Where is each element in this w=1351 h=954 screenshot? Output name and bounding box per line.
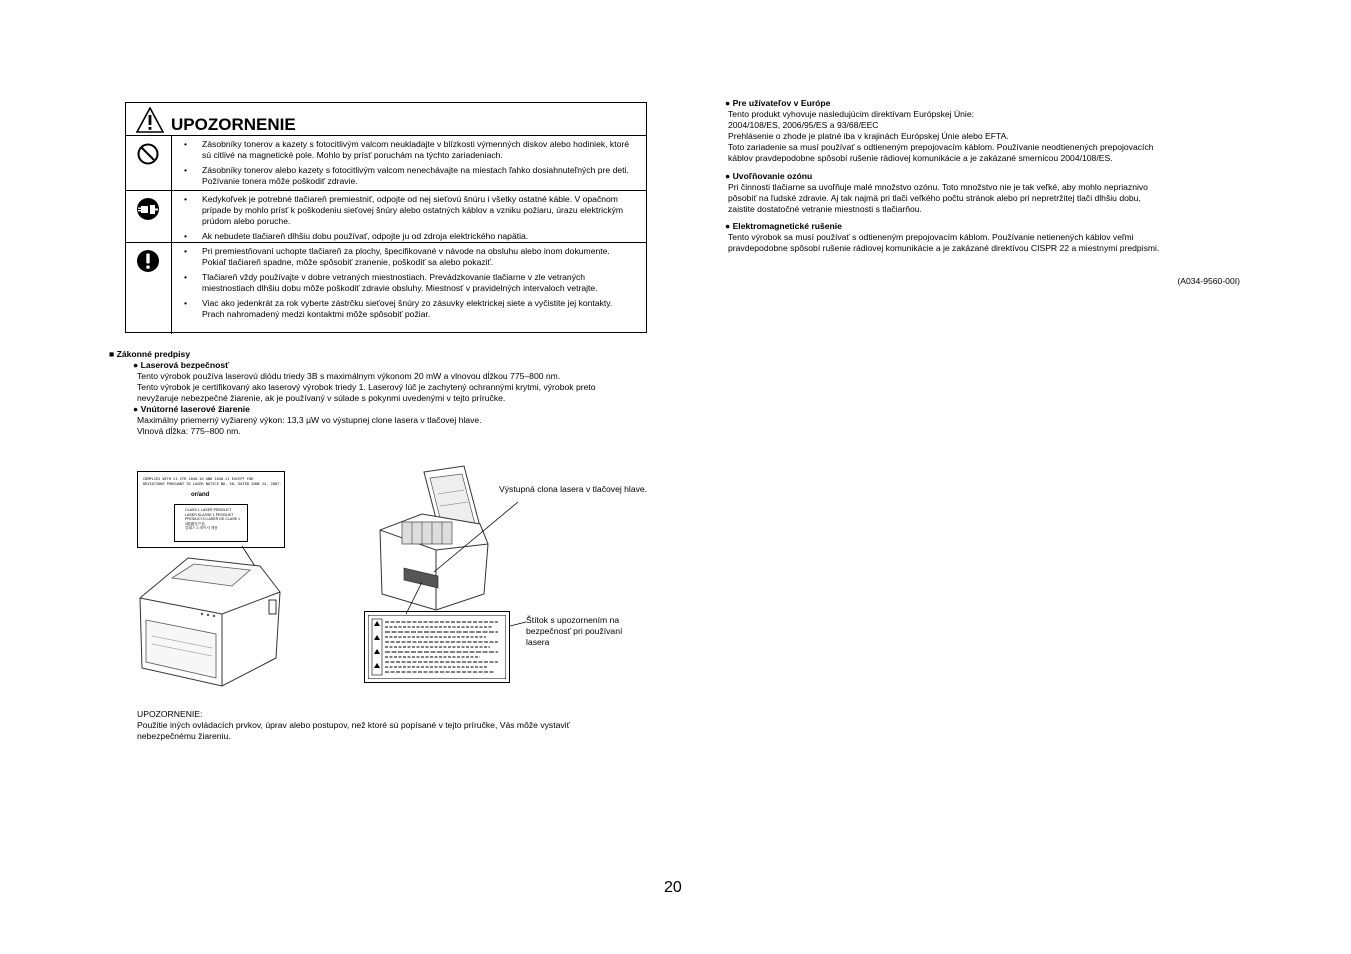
ozone-heading: ● Uvoľňovanie ozónu [725, 171, 813, 181]
emi-heading: ● Elektromagnetické rušenie [725, 221, 842, 231]
page-number: 20 [664, 879, 682, 896]
ozone-text: Pri činnosti tlačiarne sa uvoľňuje malé množstvo ozónu. Toto množstvo nie je tak veľké, aby mohlo nepriaznivo pôsobiť na ľudské zdravie. Aj tak najmä pri tlači veľkého počtu stránok alebo pri nepretržitej tlači dlhšiu dobu, zaistite dostatočné vetranie miestnosti s tlačiarňou. [728, 182, 1148, 214]
warning-text: Použitie iných ovládacích prvkov, úprav alebo postupov, než ktoré sú popísané v tejto príručke, Vás môže vystaviť nebezpečnému žiareniu. [137, 720, 570, 741]
class1-line: 1级激光产品 [185, 521, 205, 526]
compliance-text-2: DEVIATIONS PURSUANT TO LASER NOTICE NO. 50, DATED JUNE 24, 2007. [143, 482, 282, 486]
class1-line: LASER KLASSE 1 PRODUKT [185, 512, 234, 517]
prohibition-icon [136, 142, 160, 166]
list-item: • Zásobníky tonerov a kazety s fotocitlivým valcom neukladajte v blízkosti výmenných diskov alebo hodiniek, ktoré sú citlivé na magnetické pole. Mohlo by prísť poruchám na týchto zariadeniach. [184, 139, 636, 161]
emi-text: Tento výrobok sa musí používať s odtieneným prepojovacím káblom. Používanie netienených káblov veľmi pravdepodobne spôsobí rušenie rádiovej komunikácie a je zakázané direktívou CISPR 22 a miestnymi predpismi. [728, 232, 1160, 253]
warning-triangle-icon [136, 107, 164, 133]
caution-list [184, 194, 636, 246]
list-item: • Kedykoľvek je potrebné tlačiareň premiestniť, odpojte od nej sieťovú šnúru i všetky ostatné káble. V opačnom prípade by mohlo prísť k poškodeniu sieťovej šnúry alebo ostatných káblov a vzniku požiaru, úrazu elektrickým prúdom alebo poruche. [184, 194, 636, 227]
caution-list [184, 139, 636, 191]
list-item: • Pri premiestňovaní uchopte tlačiareň za plochy, špecifikované v návode na obsluhu alebo inom dokumente. Pokiaľ tlačiareň spadne, môže spôsobiť zranenie, poškodiť sa alebo pokaziť. [184, 246, 636, 268]
caution-row-unplug [126, 191, 646, 243]
list-item: • Tlačiareň vždy používajte v dobre vetraných miestnostiach. Prevádzkovanie tlačiarne v zle vetraných miestnostiach dlhšiu dobu môže poškodiť zdravie obsluhy. Miestnosť v pravidelných intervaloch vetrajte. [184, 272, 636, 294]
laser-warning-sticker [364, 611, 510, 683]
caution-list [184, 246, 636, 324]
class1-label [174, 504, 248, 542]
or-and-label: or/and [191, 492, 210, 498]
compliance-label [137, 471, 285, 548]
caution-row-prohibited [126, 136, 646, 191]
internal-radiation-text: Maximálny priemerný vyžiarený výkon: 13,3 µW vo výstupnej clone lasera v tlačovej hlave. Vlnová dĺžka: 775–800 nm. [137, 415, 482, 436]
internal-radiation-heading: ● Vnútorné laserové žiarenie [133, 404, 250, 414]
caution-header [126, 103, 646, 136]
aperture-caption: Výstupná clona lasera v tlačovej hlave. [499, 484, 648, 494]
list-item: • Zásobníky tonerov alebo kazety s fotocitlivým valcom nenechávajte na miestach ľahko dosiahnuteľných pre deti. Požívanie tonera môže poškodiť zdravie. [184, 165, 636, 187]
unplug-icon [136, 197, 160, 221]
eu-text: Tento produkt vyhovuje nasledujúcim direktívam Európskej Únie: 2004/108/ES, 2006/95/ES a 93/68/EEC Prehlásenie o zhode je platné iba v krajinách Európskej Únie alebo EFTA. Toto zariadenie sa musí používať s odtieneným prepojovacím káblom. Používanie neodtienených prepojovacích káblov pravdepodobne spôsobí rušenie rádiovej komunikácie a je zakázané smernicou 2004/108/ES. [728, 109, 1154, 163]
class1-line: PRODUCTO LASER DE CLASE 1 [185, 517, 241, 522]
class1-line: 클래스 1 레이저 제품 [185, 526, 218, 531]
laser-safety-text: Tento výrobok používa laserovú diódu triedy 3B s maximálnym výkonom 20 mW a vlnovou dĺžkou 775–800 nm. Tento výrobok je certifikovaný ako laserový výrobok triedy 1. Laserový lúč je zachytený ochrannými krytmi, výrobok preto nevyžaruje nebezpečné žiarenie, ak je používaný v súlade s pokynmi uvedenými v tejto príručke. [137, 371, 596, 403]
document-code: (A034-9560-00I) [1177, 276, 1240, 286]
list-item: • Viac ako jedenkrát za rok vyberte zástrčku sieťovej šnúry zo zásuvky elektrickej siete a vyčistite jej kontakty. Prach nahromadený medzi kontaktmi môže spôsobiť požiar. [184, 298, 636, 320]
warning-heading: UPOZORNENIE: [137, 709, 203, 719]
laser-safety-heading: ● Laserová bezpečnosť [133, 360, 230, 370]
mandatory-exclamation-icon [136, 249, 160, 273]
sticker-caption: Štítok s upozornením na bezpečnosť pri používaní lasera [526, 615, 623, 647]
class1-line: CLASS 1 LASER PRODUCT [185, 508, 232, 512]
sticker-content [368, 615, 506, 679]
caution-row-mandatory [126, 243, 646, 334]
caution-title: UPOZORNENIE [171, 115, 296, 134]
compliance-text-1: COMPLIES WITH 21 CFR 1040.10 AND 1040.11 EXCEPT FOR [143, 477, 254, 481]
eu-heading: ● Pre užívateľov v Európe [725, 98, 831, 108]
legal-heading: ■ Zákonné predpisy [109, 349, 191, 359]
caution-box [125, 102, 647, 333]
printer-front-illustration [132, 540, 292, 690]
list-item: • Ak nebudete tlačiareň dlhšiu dobu používať, odpojte ju od zdroja elektrického napätia. [184, 231, 636, 242]
